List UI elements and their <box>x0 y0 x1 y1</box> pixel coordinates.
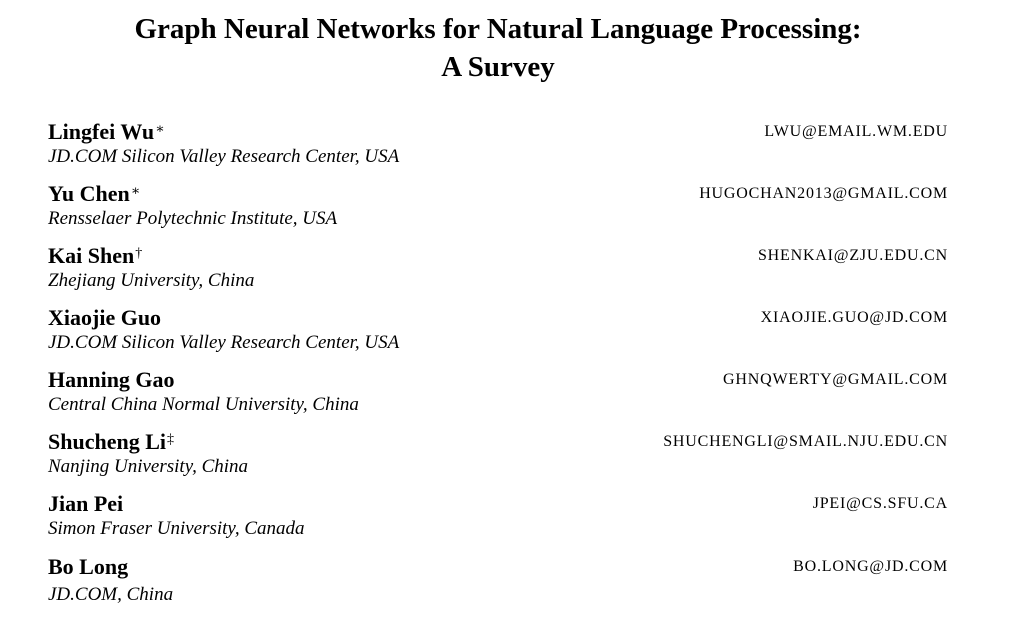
author-affiliation: Central China Normal University, China <box>48 394 359 415</box>
author-block <box>48 366 948 428</box>
author-name: Jian Pei <box>48 491 124 516</box>
author-block <box>48 428 948 490</box>
author-email[interactable]: HUGOCHAN2013@GMAIL.COM <box>699 185 948 202</box>
author-email[interactable]: XIAOJIE.GUO@JD.COM <box>760 309 948 326</box>
author-email[interactable]: BO.LONG@JD.COM <box>793 558 948 575</box>
author-affiliation: JD.COM Silicon Valley Research Center, USA <box>48 332 400 353</box>
author-list <box>48 118 948 614</box>
paper-title-line-1: Graph Neural Networks for Natural Language Processing: <box>134 13 862 45</box>
author-name: Shucheng Li <box>48 429 166 454</box>
author-block <box>48 180 948 242</box>
author-name: Xiaojie Guo <box>48 305 162 330</box>
author-footnote-mark: ∗ <box>155 122 165 137</box>
author-affiliation: JD.COM, China <box>48 584 174 605</box>
author-footnote-mark: † <box>135 246 143 261</box>
author-email[interactable]: LWU@EMAIL.WM.EDU <box>764 123 948 140</box>
author-block <box>48 242 948 304</box>
author-affiliation: Simon Fraser University, Canada <box>48 518 305 539</box>
author-name: Yu Chen <box>48 181 130 206</box>
author-email[interactable]: GHNQWERTY@GMAIL.COM <box>723 371 948 388</box>
author-affiliation: Zhejiang University, China <box>48 270 255 291</box>
author-affiliation: Nanjing University, China <box>48 456 249 477</box>
author-name: Bo Long <box>48 554 129 579</box>
author-email[interactable]: SHENKAI@ZJU.EDU.CN <box>757 247 948 264</box>
author-block <box>48 118 948 180</box>
author-block <box>48 552 948 614</box>
author-footnote-mark: ∗ <box>130 184 141 199</box>
author-email[interactable]: SHUCHENGLI@SMAIL.NJU.EDU.CN <box>663 433 948 450</box>
author-email[interactable]: JPEI@CS.SFU.CA <box>812 495 948 512</box>
author-block <box>48 490 948 552</box>
author-name: Lingfei Wu <box>48 119 155 144</box>
author-affiliation: Rensselaer Polytechnic Institute, USA <box>48 208 338 229</box>
author-block <box>48 304 948 366</box>
author-name: Kai Shen <box>48 243 135 268</box>
author-affiliation: JD.COM Silicon Valley Research Center, USA <box>48 146 400 167</box>
author-name: Hanning Gao <box>48 367 175 392</box>
paper-title-line-2: A Survey <box>441 51 555 83</box>
author-footnote-mark: ‡ <box>167 432 174 447</box>
